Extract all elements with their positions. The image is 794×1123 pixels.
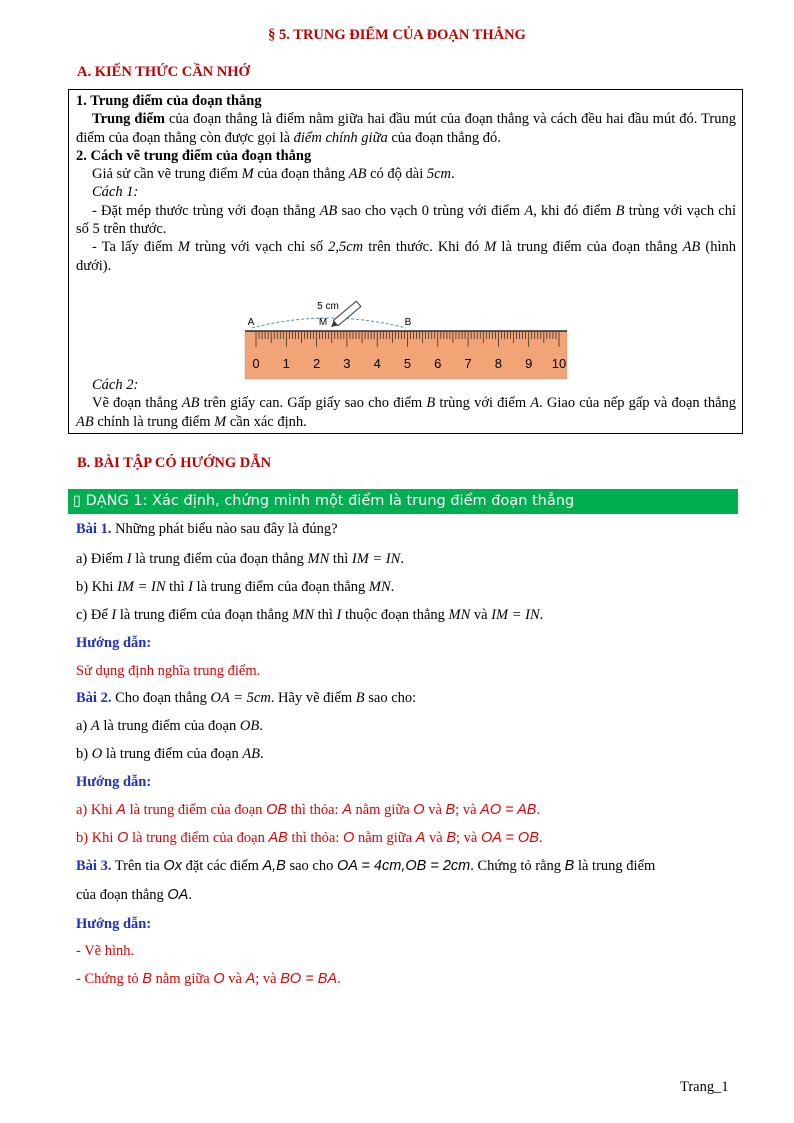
hd2-label: Hướng dẫn: — [76, 774, 152, 790]
hd2a-eq: AO = AB — [480, 802, 537, 818]
hd3-2d: ; và — [255, 971, 281, 987]
hd3-2c: và — [224, 971, 246, 987]
c2-A: A — [530, 395, 540, 412]
bai3-eq: OA = 4cm,OB = 2cm — [336, 858, 471, 874]
b1b-I: I — [188, 579, 193, 595]
c2-b: trên giấy can. Gấp giấy sao cho điểm — [199, 395, 427, 412]
hd2a-b: là trung điểm của đoạn — [125, 802, 267, 818]
hd2b-g: . — [538, 830, 543, 846]
label-M: M — [318, 317, 328, 328]
bai1-c — [76, 607, 740, 624]
ruler-number: 2 — [312, 356, 321, 371]
p2-heading: 2. Cách vẽ trung điểm của đoạn thẳng — [76, 147, 312, 164]
bai3-g: . — [188, 887, 192, 903]
b1c-a: c) Để — [76, 607, 112, 623]
hd2a-c: thì thỏa: — [287, 802, 343, 818]
bai3-a: Trên tia — [111, 858, 164, 874]
b2b-b: là trung điểm của đoạn — [102, 746, 243, 762]
bai3-B: B — [564, 858, 575, 874]
b2a-A: A — [90, 718, 100, 734]
c1-d: trùng với vạch chỉ số 5 trên thước. — [76, 202, 736, 238]
page-footer: Trang_1 — [680, 1079, 729, 1095]
hd3-2b: nằm giữa — [151, 971, 214, 987]
hd2b-b: là trung điểm của đoạn — [128, 830, 269, 846]
ruler-number: 8 — [494, 356, 503, 371]
b1b-b: thì — [165, 579, 189, 595]
ruler-number: 5 — [403, 356, 412, 371]
bai3-e: là trung điểm — [574, 858, 656, 874]
b1c-MN: MN — [292, 607, 314, 623]
length-label: 5 cm — [317, 301, 339, 312]
ruler-number: 7 — [464, 356, 472, 371]
b1b-eq: IM = IN — [117, 579, 166, 595]
p2-text — [76, 165, 736, 183]
hd3-2e: . — [337, 971, 341, 987]
b2a-a: a) — [76, 718, 91, 734]
p2-b: của đoạn thẳng — [253, 166, 349, 183]
p1-text1: của đoạn thẳng là điểm nằm giữa hai đầu mút của đoạn thẳng và cách đều hai đầu mút đó. Trung điểm của đoạn thẳng còn được gọi là — [76, 111, 736, 146]
b1a-b: là trung điểm của đoạn thẳng — [131, 551, 308, 567]
ruler-number: 6 — [434, 356, 442, 371]
c2-f: cần xác định. — [226, 413, 307, 430]
hd1-label: Hướng dẫn: — [76, 635, 152, 651]
c2-AB2: AB — [76, 413, 94, 430]
b1c-c: thì — [313, 607, 337, 623]
label-A: A — [247, 317, 255, 328]
b1a-MN: MN — [307, 551, 330, 567]
bai3-b: đặt các điểm — [181, 858, 263, 874]
b2b-a: b) — [76, 746, 92, 762]
hd1-text: Sử dụng định nghĩa trung điểm. — [76, 663, 261, 679]
hd3-label: Hướng dẫn: — [76, 916, 152, 932]
bai3-label: Bài 3. — [76, 858, 112, 874]
bai1-line — [76, 521, 740, 538]
bai3-line2 — [76, 887, 740, 904]
hd2a-e: và — [424, 802, 446, 818]
c1-AB: AB — [319, 202, 338, 219]
bai2-a: Cho đoạn thẳng — [111, 690, 211, 706]
hd2a-A2: A — [342, 802, 352, 818]
ruler-number: 3 — [343, 356, 351, 371]
page-title: § 5. TRUNG ĐIỂM CỦA ĐOẠN THẲNG — [268, 27, 526, 43]
hd2a-d: nằm giữa — [351, 802, 414, 818]
ruler-number: 4 — [373, 356, 381, 371]
bai2-line — [76, 690, 740, 707]
p2-a: Giả sử cần vẽ trung điểm — [92, 166, 242, 183]
c1-b: sao cho vạch 0 trùng với điểm — [337, 202, 525, 219]
section-b-heading: B. BÀI TẬP CÓ HƯỚNG DẪN — [77, 455, 272, 471]
hd3-2B: B — [142, 971, 152, 987]
b1a-c: thì — [329, 551, 352, 567]
hd2a-OB: OB — [266, 802, 288, 818]
ruler-number: 9 — [525, 356, 533, 371]
hd3-step2 — [76, 971, 740, 988]
hd2a-g: . — [536, 802, 541, 818]
dang1-banner: ▯ DẠNG 1: Xác định, chứng minh một điểm là trung điểm đoạn thẳng — [68, 489, 738, 514]
cach1-label: Cách 1: — [92, 184, 139, 201]
c1b-d: là trung điểm của đoạn thẳng — [496, 239, 683, 256]
ruler-figure — [238, 298, 573, 384]
bai1-b — [76, 579, 740, 596]
b2b-O: O — [91, 746, 103, 762]
p2-AB: AB — [348, 166, 367, 183]
c2-c: trùng với điểm — [435, 395, 531, 412]
hd2b-d: nằm giữa — [354, 830, 416, 846]
b1c-e: và — [470, 607, 492, 623]
hd2a-A: A — [116, 802, 126, 818]
cach1-text2 — [76, 238, 736, 275]
c2-AB: AB — [181, 395, 200, 412]
b1b-MN: MN — [368, 579, 391, 595]
hd2b-f: ; và — [456, 830, 481, 846]
hd2b-eq: OA = OB — [480, 830, 539, 846]
c1-B: B — [615, 202, 625, 219]
ruler-number: 10 — [551, 356, 567, 371]
hd3-step1: - Vẽ hình. — [76, 943, 135, 959]
bai3-d: . Chứng tỏ rằng — [470, 858, 565, 874]
bai2-b: . Hãy vẽ điểm — [270, 690, 356, 706]
c1b-M: M — [177, 239, 191, 256]
c1-a: - Đặt mép thước trùng với đoạn thẳng — [92, 202, 320, 219]
hd2b-e: và — [425, 830, 447, 846]
p2-c: có độ dài — [366, 166, 427, 183]
bai2-a-line — [76, 718, 740, 735]
ruler-body — [245, 331, 567, 379]
bai3-f: của đoạn thẳng — [76, 887, 168, 903]
b2a-OB: OB — [239, 718, 260, 734]
bai3-AB: A,B — [262, 858, 286, 874]
b1a-d: . — [400, 551, 404, 567]
hd2b-a: b) Khi — [76, 830, 118, 846]
p2-end: . — [451, 166, 455, 183]
p2-M: M — [241, 166, 254, 183]
b1c-I: I — [111, 607, 117, 623]
c1b-b: trùng với vạch chỉ số — [190, 239, 329, 256]
b1a-I: I — [126, 551, 132, 567]
b1b-c: là trung điểm của đoạn thẳng — [192, 579, 369, 595]
b1c-d: thuộc đoạn thẳng — [341, 607, 449, 623]
ruler-number: 1 — [282, 356, 290, 371]
bai2-eq: OA = 5cm — [210, 690, 271, 706]
hd2-b — [76, 830, 740, 847]
hd2b-O: O — [117, 830, 129, 846]
b2b-AB: AB — [242, 746, 261, 762]
b1c-MN2: MN — [448, 607, 471, 623]
bai3-c: sao cho — [285, 858, 337, 874]
hd2b-O2: O — [343, 830, 355, 846]
bai2-label: Bài 2. — [76, 690, 112, 706]
cach1-text1 — [76, 202, 736, 239]
length-arc — [252, 318, 406, 328]
hd3-2a: - Chứng tỏ — [76, 971, 143, 987]
c1b-M2: M — [484, 239, 497, 256]
label-B: B — [404, 317, 412, 328]
p2-len: 5cm — [426, 166, 452, 183]
bai3-line — [76, 858, 740, 875]
c1b-a: - Ta lấy điểm — [92, 239, 178, 256]
p1-bold: Trung điểm — [92, 111, 165, 128]
c1-A: A — [524, 202, 534, 219]
b2a-b: là trung điểm của đoạn — [99, 718, 240, 734]
bai3-Ox: Ox — [163, 858, 182, 874]
c2-M: M — [214, 413, 227, 430]
section-a-heading: A. KIẾN THỨC CẦN NHỚ — [77, 64, 250, 80]
hd2b-B: B — [446, 830, 457, 846]
p1-heading: 1. Trung điểm của đoạn thẳng — [76, 93, 262, 109]
cach2-label: Cách 2: — [92, 376, 139, 393]
hd2b-A: A — [415, 830, 426, 846]
hd2b-c: thì thỏa: — [287, 830, 344, 846]
c1b-val: 2,5cm — [328, 239, 364, 256]
bai1-text: Những phát biểu nào sau đây là đúng? — [111, 521, 338, 537]
p1-text — [76, 110, 736, 147]
bai2-B: B — [355, 690, 365, 706]
p1-text2: của đoạn thẳng đó. — [387, 129, 501, 146]
p1-italic: điểm chính giữa — [293, 129, 388, 146]
hd2a-a: a) Khi — [76, 802, 117, 818]
ruler-number: 0 — [252, 356, 260, 371]
c1-c: , khi đó điểm — [533, 202, 616, 219]
bai2-c: sao cho: — [364, 690, 417, 706]
c2-d: . Giao của nếp gấp và đoạn thẳng — [539, 395, 737, 412]
hd3-2eq: BO = BA — [280, 971, 338, 987]
hd3-2A: A — [245, 971, 256, 987]
c1b-c: trên thước. Khi đó — [363, 239, 485, 256]
hd3-2O: O — [213, 971, 225, 987]
b1b-d: . — [390, 579, 395, 595]
b1c-b: là trung điểm của đoạn thẳng — [116, 607, 293, 623]
b1a-a: a) Điểm — [76, 551, 127, 567]
b1c-f: . — [539, 607, 544, 623]
hd2a-f: ; và — [455, 802, 481, 818]
hd2b-AB: AB — [268, 830, 288, 846]
bai2-b-line — [76, 746, 740, 763]
b1c-eq: IM = IN — [491, 607, 540, 623]
c1b-e: (hình dưới). — [76, 239, 736, 274]
bai3-OA: OA — [167, 887, 189, 903]
c1b-AB: AB — [682, 239, 701, 256]
b1c-I2: I — [336, 607, 342, 623]
bai1-a — [76, 551, 740, 568]
hd2a-B: B — [445, 802, 456, 818]
c2-a: Vẽ đoạn thẳng — [92, 395, 182, 412]
b1a-eq: IM = IN — [351, 551, 401, 567]
b1b-a: b) Khi — [76, 579, 118, 595]
b2a-c: . — [259, 718, 263, 734]
b2b-c: . — [260, 746, 264, 762]
c2-e: chính là trung điểm — [93, 413, 215, 430]
cach2-text — [76, 394, 736, 431]
hd2-a — [76, 802, 740, 819]
bai1-label: Bài 1. — [76, 521, 112, 537]
hd2a-O: O — [413, 802, 425, 818]
c2-B: B — [426, 395, 436, 412]
